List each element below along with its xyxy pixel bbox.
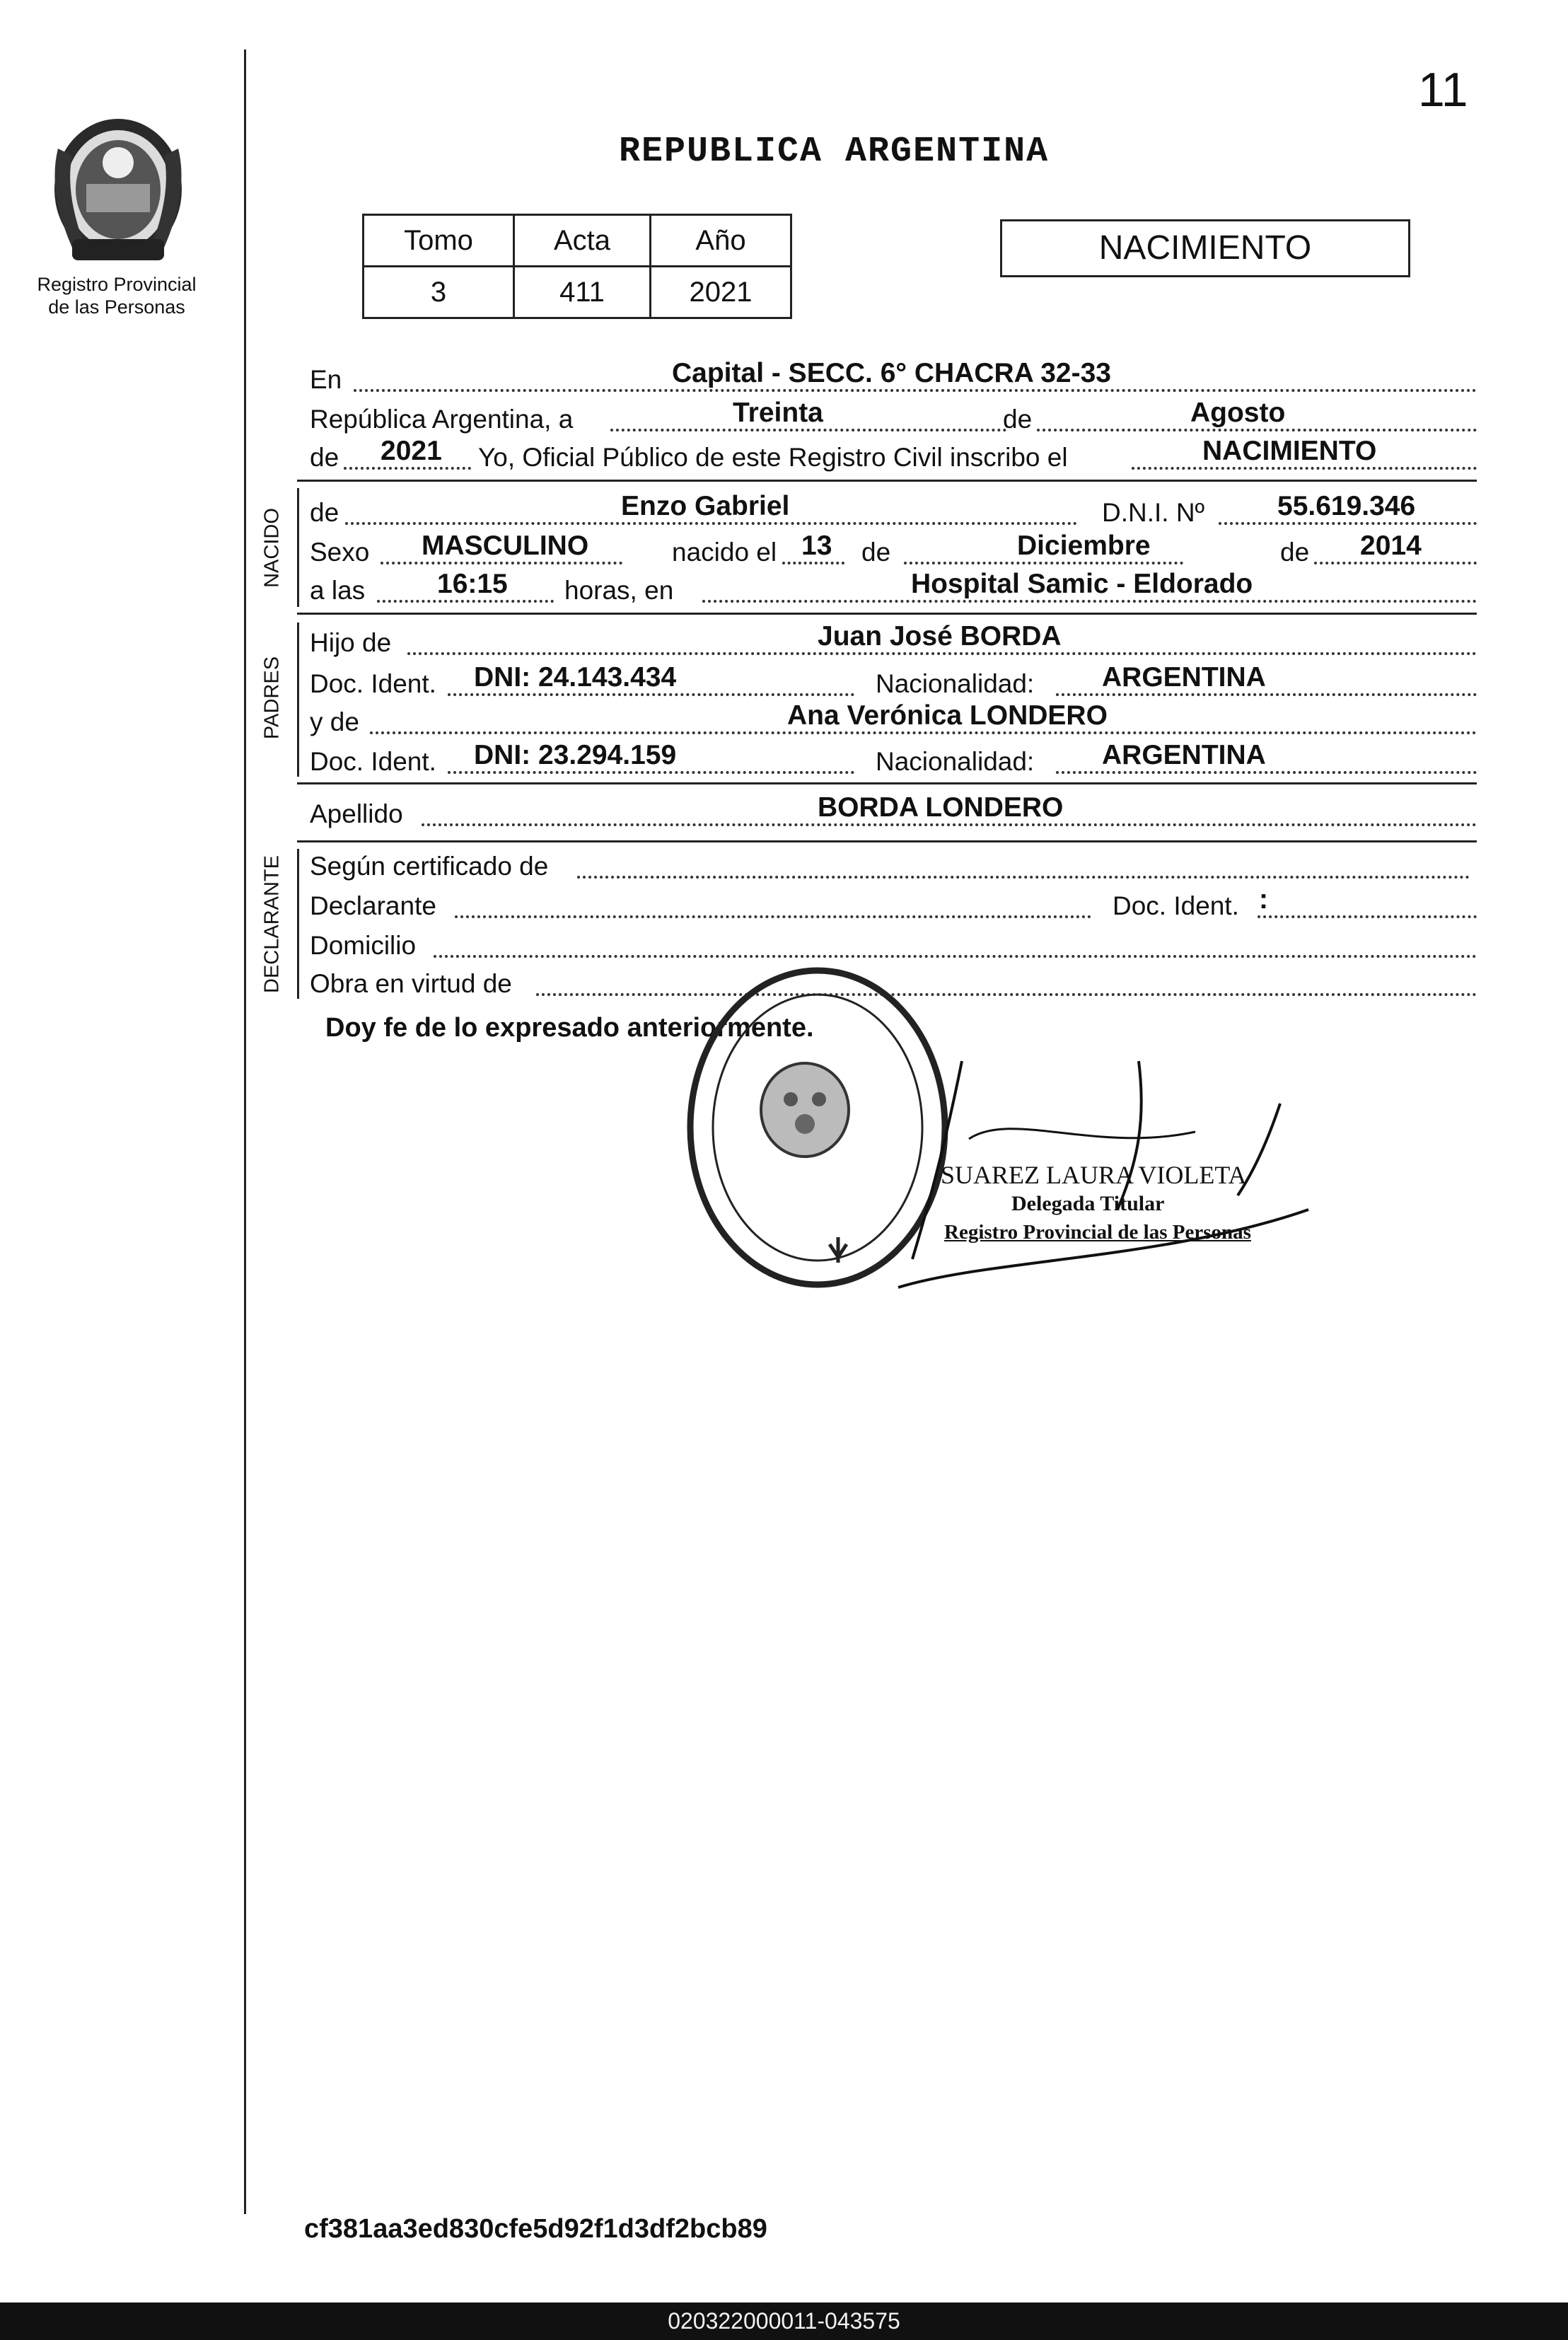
hijo-de-label: Hijo de: [310, 628, 392, 657]
row-nacido-nombre: [310, 491, 1477, 529]
dotted-line: [1219, 522, 1477, 525]
value-acta: 411: [514, 267, 651, 318]
document-title: REPUBLICA ARGENTINA: [619, 132, 1050, 172]
nacido-bracket: [297, 488, 299, 607]
dotted-line: [782, 562, 844, 564]
nacido-el-label: nacido el: [672, 538, 777, 567]
dotted-line: [536, 993, 1477, 996]
dotted-line: [448, 693, 854, 696]
fecha-de-label: de: [1003, 405, 1033, 434]
anio-label: de: [310, 443, 339, 472]
header-tomo: Tomo: [364, 215, 514, 267]
dotted-line: [407, 652, 1477, 655]
registry-table-header-row: [364, 215, 791, 267]
dotted-line: [455, 915, 1091, 918]
row-apellido: [310, 792, 1477, 830]
domicilio-label: Domicilio: [310, 931, 417, 960]
logo-caption-line2: de las Personas: [48, 296, 185, 318]
padre-value: Juan José BORDA: [818, 621, 1062, 651]
dotted-line: [354, 389, 1477, 392]
row-padre: [310, 621, 1477, 659]
logo-caption: [21, 273, 212, 318]
nacido-section-label: NACIDO: [260, 508, 284, 588]
apellido-label: Apellido: [310, 799, 403, 828]
margin-rule: [244, 50, 246, 2214]
obra-label: Obra en virtud de: [310, 969, 512, 998]
lugar-label: En: [310, 365, 342, 394]
header-anio: Año: [651, 215, 791, 267]
section-divider: [297, 782, 1477, 784]
document-code-strip: 020322000011-043575: [0, 2303, 1568, 2340]
dotted-line: [381, 562, 622, 564]
dotted-line: [422, 823, 1477, 826]
dotted-line: [1132, 467, 1477, 470]
hora-label: a las: [310, 576, 366, 605]
row-declarante: [310, 884, 1477, 922]
row-nacido-sexo: [310, 533, 1477, 569]
fecha-label: República Argentina, a: [310, 405, 574, 434]
horas-en-label: horas, en: [564, 576, 674, 605]
row-padre-doc: [310, 662, 1477, 700]
dotted-line: [370, 731, 1477, 734]
hora-value: 16:15: [437, 569, 508, 599]
dotted-line: [1258, 915, 1477, 918]
lugar-nac-value: Hospital Samic - Eldorado: [911, 569, 1253, 599]
dotted-line: [577, 876, 1470, 879]
certificado-label: Según certificado de: [310, 852, 549, 881]
inscribo-text: Yo, Oficial Público de este Registro Civil inscribo el: [478, 443, 1068, 472]
nac-de1-label: de: [861, 538, 891, 567]
value-tomo: 3: [364, 267, 514, 318]
lugar-value: Capital - SECC. 6° CHACRA 32-33: [672, 358, 1111, 388]
logo-caption-line1: Registro Provincial: [37, 274, 197, 295]
dotted-line: [448, 771, 854, 774]
value-anio: 2021: [651, 267, 791, 318]
registry-table: [362, 214, 792, 319]
sexo-label: Sexo: [310, 538, 370, 567]
row-madre: [310, 700, 1477, 739]
declarante-bracket: [297, 849, 299, 999]
acto-value: NACIMIENTO: [1202, 436, 1377, 466]
declarante-doc-label: Doc. Ident.: [1113, 891, 1239, 920]
dotted-line: [610, 429, 1006, 431]
nac-de2-label: de: [1280, 538, 1310, 567]
nombre-value: Enzo Gabriel: [621, 491, 790, 521]
registry-table-value-row: [364, 267, 791, 318]
page-number: 11: [1418, 63, 1468, 117]
doc-ident-label: Doc. Ident.: [310, 747, 436, 776]
y-de-label: y de: [310, 707, 359, 736]
apellido-value: BORDA LONDERO: [818, 792, 1064, 823]
row-lugar: [310, 358, 1477, 396]
dotted-line: [904, 562, 1183, 564]
nac-dia-value: 13: [801, 531, 832, 561]
dotted-line: [344, 467, 471, 470]
dotted-line: [1314, 562, 1477, 564]
signer-office: Registro Provincial de las Personas: [944, 1221, 1251, 1244]
declarante-section-label: DECLARANTE: [260, 855, 284, 993]
dotted-line: [434, 955, 1477, 958]
mes-value: Agosto: [1190, 398, 1286, 428]
row-domicilio: [310, 927, 1477, 962]
dotted-line: [1056, 771, 1477, 774]
row-fecha: [310, 400, 1477, 436]
misiones-seal-logo: [44, 106, 192, 269]
dni-label: D.N.I. Nº: [1102, 498, 1205, 527]
nombre-label: de: [310, 498, 339, 527]
section-divider: [297, 480, 1477, 482]
doc-ident-label: Doc. Ident.: [310, 669, 436, 698]
row-anio: [310, 436, 1477, 474]
sexo-value: MASCULINO: [422, 531, 589, 561]
signer-name: SUAREZ LAURA VIOLETA: [941, 1161, 1247, 1189]
signer-role: Delegada Titular: [1011, 1192, 1165, 1215]
act-type-box: NACIMIENTO: [1000, 219, 1410, 277]
dni-value: 55.619.346: [1277, 491, 1416, 521]
document-hash: cf381aa3ed830cfe5d92f1d3df2bcb89: [304, 2214, 767, 2244]
padre-nac-value: ARGENTINA: [1102, 662, 1266, 693]
section-divider: [297, 840, 1477, 842]
dotted-line: [1037, 429, 1477, 431]
declarante-doc-value: :: [1259, 884, 1268, 915]
dotted-line: [377, 600, 554, 603]
nac-mes-value: Diciembre: [1017, 531, 1151, 561]
dotted-line: [702, 600, 1477, 603]
madre-nac-value: ARGENTINA: [1102, 740, 1266, 770]
nac-anio-value: 2014: [1360, 531, 1422, 561]
header-acta: Acta: [514, 215, 651, 267]
row-nacido-hora: [310, 569, 1477, 607]
nacionalidad-label: Nacionalidad:: [876, 747, 1035, 776]
declarante-label: Declarante: [310, 891, 436, 920]
dotted-line: [1056, 693, 1477, 696]
nacionalidad-label: Nacionalidad:: [876, 669, 1035, 698]
dia-value: Treinta: [733, 398, 823, 428]
row-madre-doc: [310, 740, 1477, 778]
padres-section-label: PADRES: [260, 656, 284, 740]
padre-doc-value: DNI: 24.143.434: [474, 662, 677, 693]
closing-statement: Doy fe de lo expresado anteriormente.: [325, 1013, 814, 1043]
dotted-line: [345, 522, 1077, 525]
padres-bracket: [297, 622, 299, 777]
madre-doc-value: DNI: 23.294.159: [474, 740, 677, 770]
section-divider: [297, 613, 1477, 615]
madre-value: Ana Verónica LONDERO: [787, 700, 1108, 731]
anio-value: 2021: [381, 436, 442, 466]
row-certificado: [310, 847, 1477, 883]
